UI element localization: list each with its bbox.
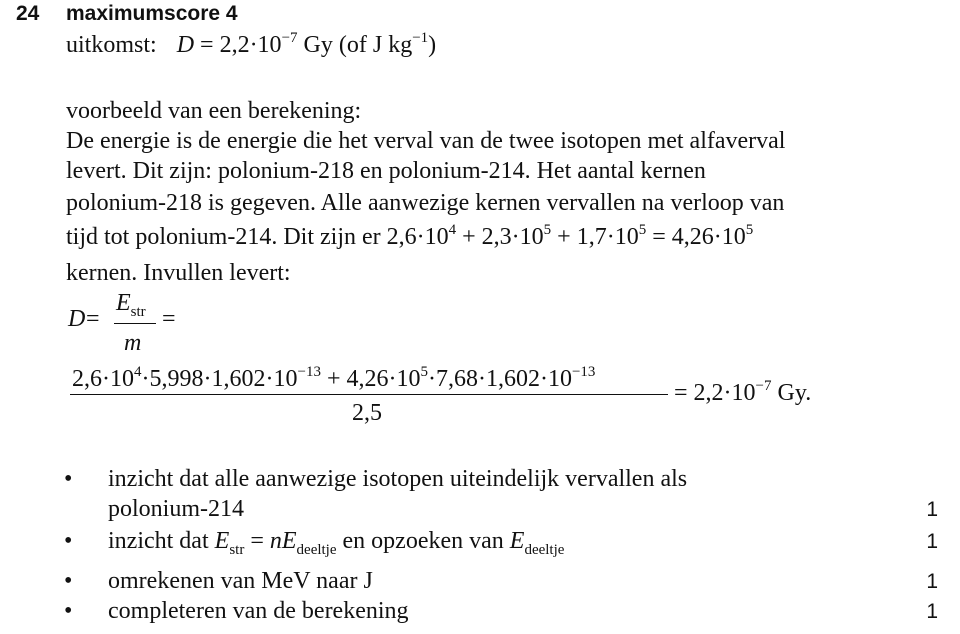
- formula1-E: E: [116, 290, 131, 316]
- result-value: = 2,2·10: [194, 32, 282, 58]
- paragraph-line-4: [66, 224, 753, 251]
- paragraph-line-1: De energie is de energie die het verval van de twee isotopen met alfaverval: [66, 128, 786, 154]
- question-number: 24: [16, 2, 40, 25]
- criterion-2-eq: =: [244, 528, 270, 554]
- formula1-eq: =: [86, 306, 100, 332]
- criterion-2-post: en opzoeken van: [336, 528, 510, 554]
- formula1-sub: str: [130, 304, 146, 320]
- formula1-trail: =: [162, 306, 176, 332]
- result-label: uitkomst:: [66, 32, 157, 58]
- f2-result-exp: −7: [755, 378, 772, 394]
- sum-term-2-exp: 5: [543, 222, 552, 238]
- paragraph-line-3: polonium-218 is gegeven. Alle aanwezige kernen vervallen na verloop van: [66, 190, 785, 216]
- criterion-2-E: E: [214, 528, 230, 554]
- paragraph-line-5: kernen. Invullen levert:: [66, 260, 291, 286]
- formula1-lhs: D: [68, 306, 86, 332]
- result-unit-exponent: −1: [412, 30, 429, 46]
- f2-result-unit: Gy.: [771, 380, 812, 406]
- result-line: [66, 32, 436, 59]
- sum-result-exp: 5: [745, 222, 754, 238]
- paragraph-line-2: levert. Dit zijn: polonium-218 en polonium-214. Het aantal kernen: [66, 158, 706, 184]
- criterion-1-text-cont: polonium-214: [108, 496, 244, 522]
- criterion-1-text: inzicht dat alle aanwezige isotopen uiteindelijk vervallen als: [108, 466, 688, 492]
- question-heading: maximumscore 4: [66, 2, 238, 25]
- criterion-3-text: omrekenen van MeV naar J: [108, 568, 373, 594]
- f2-term-2: ·5,998·1,602·10: [141, 366, 298, 392]
- f2-term-4: ·7,68·1,602·10: [427, 366, 572, 392]
- f2-result-value: = 2,2·10: [674, 380, 756, 406]
- sum-term-2: + 2,3·10: [456, 224, 544, 250]
- criterion-1-score: 1: [926, 498, 938, 521]
- criterion-2-E2: E: [281, 528, 297, 554]
- formula2-numerator: [72, 366, 595, 393]
- formula1-numerator: [116, 290, 146, 320]
- criterion-2-sub3: deeltje: [524, 542, 565, 558]
- paragraph-line-4-text: tijd tot polonium-214. Dit zijn er: [66, 224, 387, 250]
- f2-term-4-exp: −13: [571, 364, 596, 380]
- criterion-3-bullet: •: [64, 568, 73, 594]
- formula2-result: [674, 380, 811, 407]
- criterion-2-text: [108, 528, 565, 558]
- criterion-4-score: 1: [926, 600, 938, 623]
- criterion-2-pre: inzicht dat: [108, 528, 215, 554]
- f2-term-3: + 4,26·10: [320, 366, 421, 392]
- f2-term-3-exp: 5: [420, 364, 428, 380]
- formula2-denominator: 2,5: [352, 400, 382, 426]
- criterion-4-text: completeren van de berekening: [108, 598, 409, 624]
- sum-term-1-exp: 4: [448, 222, 457, 238]
- sum-result: = 4,26·10: [646, 224, 746, 250]
- sum-term-1: 2,6·10: [386, 224, 449, 250]
- formula1-denominator: m: [124, 330, 142, 356]
- sum-term-3-exp: 5: [638, 222, 647, 238]
- criterion-2-E3: E: [509, 528, 525, 554]
- f2-term-2-exp: −13: [297, 364, 321, 380]
- example-title: voorbeeld van een berekening:: [66, 98, 362, 124]
- result-symbol: D: [176, 32, 195, 58]
- criterion-2-sub2: deeltje: [296, 542, 337, 558]
- f2-term-1: 2,6·10: [72, 366, 134, 392]
- criterion-2-n: n: [269, 528, 282, 554]
- formula1-fraction-bar: [114, 323, 156, 324]
- f2-term-1-exp: 4: [134, 364, 142, 380]
- criterion-1-bullet: •: [64, 466, 73, 492]
- criterion-2-bullet: •: [64, 528, 73, 554]
- criterion-4-bullet: •: [64, 598, 73, 624]
- result-exponent: −7: [281, 30, 298, 46]
- criterion-2-sub1: str: [229, 542, 245, 558]
- result-unit: Gy (of J kg: [297, 32, 413, 58]
- sum-term-3: + 1,7·10: [551, 224, 639, 250]
- formula2-fraction-bar: [70, 394, 668, 395]
- criterion-3-score: 1: [926, 570, 938, 593]
- result-close: ): [428, 32, 437, 58]
- criterion-2-score: 1: [926, 530, 938, 553]
